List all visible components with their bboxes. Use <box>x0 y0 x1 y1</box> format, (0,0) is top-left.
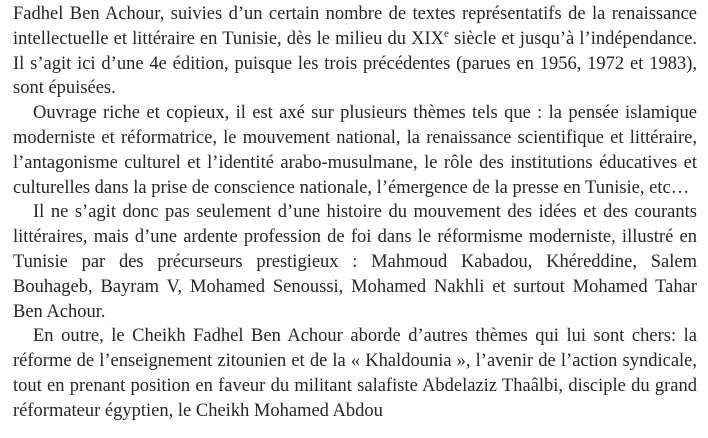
paragraph <box>13 2 697 101</box>
paragraph-text: siècle et jusqu’à l’indépendance. Il s’agit ici d’une 4e édition, puisque les trois précédentes (parues en 1956, 1972 et 1983), sont épuisées. <box>13 28 698 99</box>
paragraph-text: En outre, le Cheikh Fadhel Ben Achour aborde d’autres thèmes qui lui sont chers: la réforme de l’enseignement zitounien et de la « Khaldounia », l’avenir de l’action syndicale, tout en prenant position en faveur du militant salafiste Abdelaziz Thaâlbi, disciple du grand réformateur égyptien, le Cheikh Mohamed Abdou <box>13 326 697 421</box>
paragraph <box>13 324 697 423</box>
paragraph-text: Il ne s’agit donc pas seulement d’une histoire du mouvement des idées et des courants littéraires, mais d’une ardente profession de foi dans le réformisme moderniste, illustré en Tunisie par des précurseurs prestigieux : Mahmoud Kabadou, Khéreddine, Salem Bouhageb, Bayram V, Mohamed Senoussi, Mohamed Nakhli et surtout Mohamed Tahar Ben Achour. <box>13 202 697 322</box>
paragraph-text: Ouvrage riche et copieux, il est axé sur plusieurs thèmes tels que : la pensée islamique moderniste et réformatrice, le mouvement national, la renaissance scientifique et littéraire, l’antagonisme culturel et l’identité arabo-musulmane, le rôle des institutions éducatives et culturelles dans la prise de conscience nationale, l’émergence de la presse en Tunisie, etc… <box>13 103 697 198</box>
superscript-ordinal: e <box>444 27 449 40</box>
paragraph <box>13 200 697 324</box>
paragraph-text: Fadhel Ben Achour, suivies d’un certain nombre de textes représentatifs de la renaissance intellectuelle et littéraire en Tunisie, dès le milieu du XIX <box>13 4 697 49</box>
paragraph <box>13 101 697 200</box>
